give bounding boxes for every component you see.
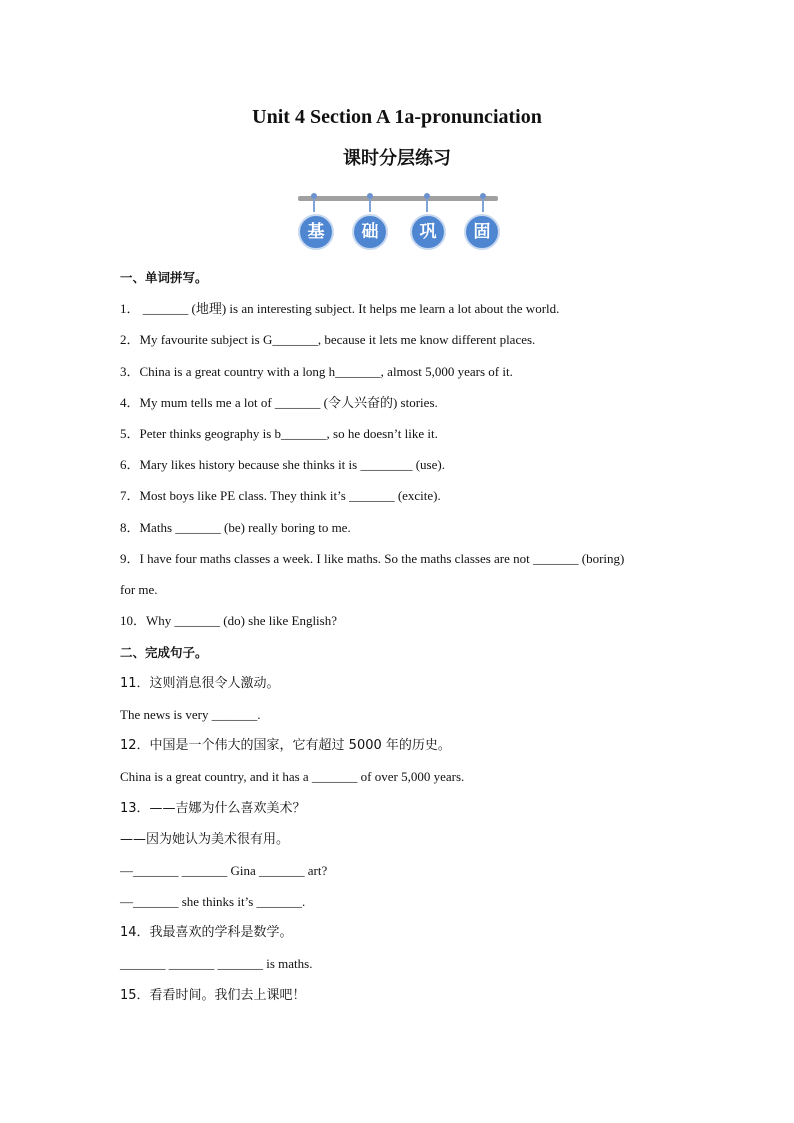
question-item-continued: for me. (120, 582, 158, 597)
page-title: Unit 4 Section A 1a-pronunciation (252, 106, 542, 128)
question-item: 1． _______ (地理) is an interesting subject. It helps me learn a lot about the world. (120, 301, 560, 316)
question-prompt: 11．这则消息很令人激动。 (120, 676, 280, 691)
badge-gong: 巩 (410, 214, 446, 250)
question-prompt: ——因为她认为美术很有用。 (120, 832, 290, 847)
question-answer-line: —_______ she thinks it’s _______. (120, 894, 306, 909)
badge-pin (369, 194, 371, 212)
question-item: 9．I have four maths classes a week. I like maths. So the maths classes are not _______ (boring) (120, 551, 625, 566)
question-item: 4．My mum tells me a lot of _______ (令人兴奋的) stories. (120, 395, 438, 410)
section-badge-group (298, 192, 500, 252)
section-heading-sentences: 二、完成句子。 (120, 645, 208, 660)
section-heading-spelling: 一、单词拼写。 (120, 270, 208, 285)
question-item: 6．Mary likes history because she thinks it is ________ (use). (120, 457, 445, 472)
question-prompt: 13．——吉娜为什么喜欢美术？ (120, 801, 306, 816)
question-item: 3．China is a great country with a long h_______, almost 5,000 years of it. (120, 364, 513, 379)
badge-pin (426, 194, 428, 212)
page-subtitle: 课时分层练习 (343, 148, 451, 169)
badge-bar (298, 196, 498, 201)
question-prompt: 15．看看时间。我们去上课吧！ (120, 988, 306, 1003)
question-item: 5．Peter thinks geography is b_______, so he doesn’t like it. (120, 426, 438, 441)
question-item: 7．Most boys like PE class. They think it’s _______ (excite). (120, 488, 441, 503)
badge-chu: 础 (352, 214, 388, 250)
question-prompt: 12．中国是一个伟大的国家，它有超过 5000 年的历史。 (120, 738, 451, 753)
badge-gu: 固 (464, 214, 500, 250)
question-item: 10．Why _______ (do) she like English? (120, 613, 337, 628)
question-item: 2．My favourite subject is G_______, because it lets me know different places. (120, 332, 536, 347)
badge-ji: 基 (298, 214, 334, 250)
badge-pin (482, 194, 484, 212)
badge-pin (313, 194, 315, 212)
question-answer-line: China is a great country, and it has a _______ of over 5,000 years. (120, 769, 465, 784)
question-item: 8．Maths _______ (be) really boring to me. (120, 520, 351, 535)
question-answer-line: —_______ _______ Gina _______ art? (120, 863, 328, 878)
question-prompt: 14．我最喜欢的学科是数学。 (120, 925, 293, 940)
question-answer-line: _______ _______ _______ is maths. (120, 956, 313, 971)
question-answer-line: The news is very _______. (120, 707, 261, 722)
